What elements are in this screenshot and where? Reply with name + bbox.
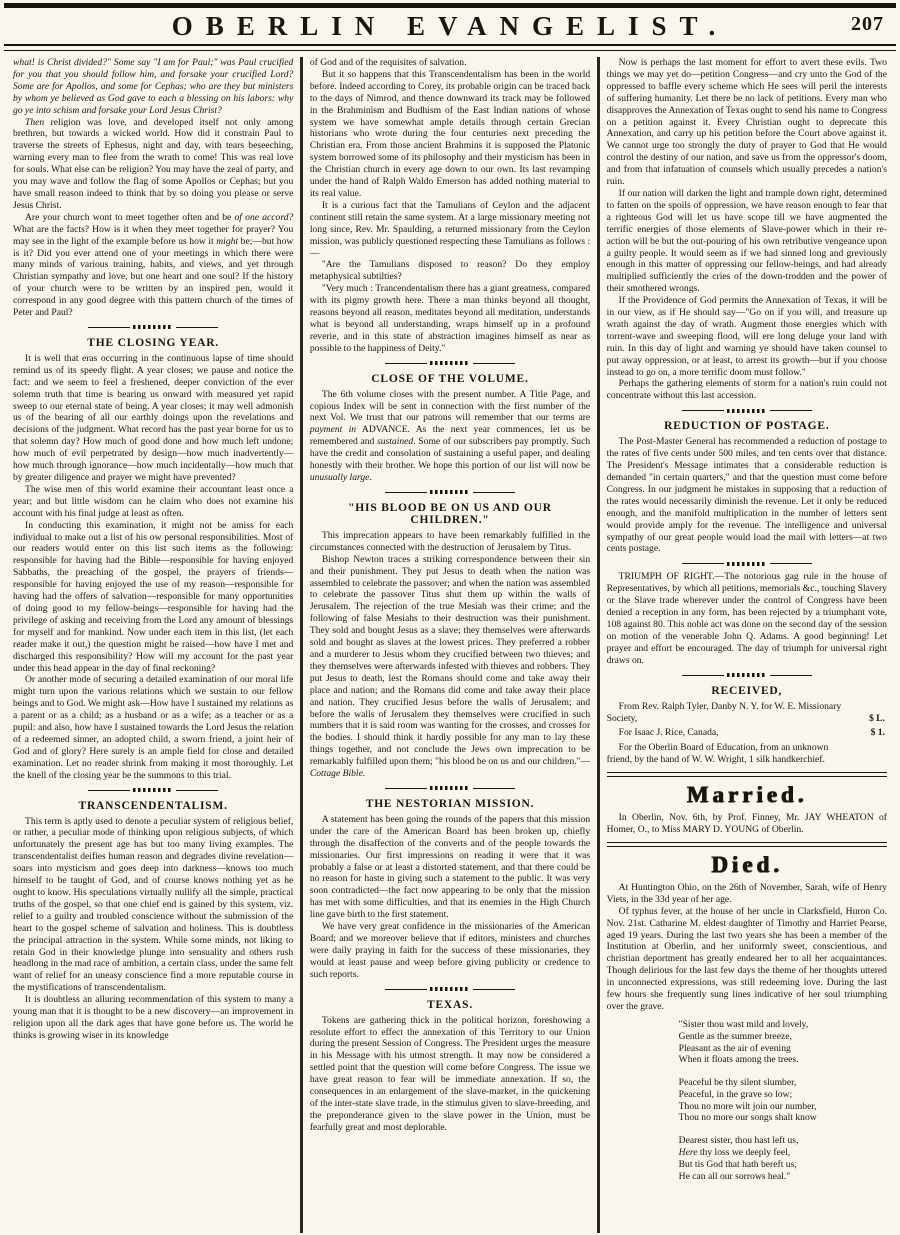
article-heading: "HIS BLOOD BE ON US AND OUR CHILDREN." — [348, 501, 552, 526]
article-paragraph: Now is perhaps the last moment for effort to avert these evils. Two things we may yet do—petition Congress—and cry unto the God of the oppressed to baffle every scheme which He sees will peril the interests of suffering humanity. Let there be no lack of petitions. Every man who disapproves the Annexation of Texas ought to send his name to Congress on a petition against it. Every Christian ought to deprecate this Annexation, and carry up his petition before the Court above against it. We cannot urge too strongly the duty of prayer to God that He would control the destiny of our nation, and save us from the oppressor's doom, and from that infatuation of counsels which usually precedes a nation's ruin. — [606, 57, 887, 188]
article-paragraph: Or another mode of securing a detailed examination of our moral life might turn upon the various relations which we sustain to our fellow beings and to God. We might ask—How have I sustained my relations as a parent or as a child; as a husband or as a wife; as a teacher or as a pupil: and also, how have I sustained towards the Lord Jesus the relation of a redeemed sinner, an adopted child, a sworn friend, a joint heir of God and of glory? Here surely is an ample field for close and detailed examination. Let no reader shrink from making it most thoroughly. Let the knell of the closing year be the summons to this trial. — [13, 674, 294, 781]
article-paragraph: But it so happens that this Transcendentalism has been in the world before. Indeed according to Corey, its probable origin can be traced back to the days of Nimrod, and thence downward its track may be followed in the Brahminism and Budhism of the East Indian nations of whose system we have somewhat ample details through certain Grecian historians who wrote during the four centuries next preceding the Christian era. From those ancient Brahmins it is supposed the Platonic system borrowed some of its philosophy and their mysticism has been in the Christian church in every age down to our own. Its last revamping under the hand of Ralph Waldo Emerson has added nothing material to its real value. — [309, 68, 591, 199]
received-amount: $ 1. — [870, 727, 885, 739]
article-paragraph: Bishop Newton traces a striking correspondence between their sin and their punishment. They put Jesus to death when the nation was assembled to celebrate the passover; and when the nation was assembled to celebrate the passover Titus shut them up within the walls of Jerusalem. The rejection of the true Mesiah was their crime; and the following of false Mesiahs to their destruction was their punishment. They sold and bought Jesus as a slave; they themselves were afterwards sold and bought as slaves at the lowest prices. They preferred a robber and a murderer to Jesus whom they crucified between two thieves; and they themselves were afterwards infested with thieves and robbers. They put Jesus to death, lest the Romans should come and take away their place and nation; and the Romans did come and take away their place and nation. They crucified Jesus before the walls of Jerusalem; and before the walls of Jerusalem they themselves were crucified in such numbers that it is said room was wanting for the crosses, and crosses for the bodies. I should think it hardly possible for any man to lay these things together, and not conclude the Jews own imprecation to be remarkably fulfilled upon them; "his blood be on us and our children."—Cottage Bible. — [309, 553, 591, 780]
article-heading: CLOSE OF THE VOLUME. — [371, 372, 529, 385]
ornate-heading: Died. — [710, 851, 783, 877]
newspaper-column — [600, 57, 894, 1233]
divider-wave-icon — [727, 562, 767, 566]
article-heading: TRANSCENDENTALISM. — [78, 799, 228, 812]
divider-wave-icon — [133, 325, 173, 329]
section-rule — [607, 842, 887, 847]
divider-wave-icon — [430, 987, 470, 991]
article-paragraph: If our nation will darken the light and trample down right, determined to fatten on the spoils of oppression, we have reason enough to fear that a righteous God will let us have scope till we have augmented the terrific energies of those elements of Slave-power which in their re-action will be but the out-pouring of his own retributive vengeance upon a guilty people. It would seem as if we had sinned long and greviously enough in this matter of oppressing our fellow-beings, and had already multiplied sufficiently the cries of the down-trodden and the power of their smothered wrongs. — [606, 187, 887, 295]
poem-line: Thou no more our songs shalt know — [678, 1112, 817, 1124]
section-divider — [682, 673, 812, 678]
poem-line: He can all our sorrows heal." — [678, 1170, 791, 1182]
article-paragraph: "Are the Tamulians disposed to reason? Do they employ metaphysical subtilties? — [309, 259, 591, 283]
article-paragraph: This term is aptly used to denote a peculiar system of religious belief, or rather, a peculiar mode of thinking upon religious subjects, of which unfortunately the present age has but too many living examples. The transcendentalist deifies human reason and degrades divine revelation—soars into mysticism and goes deep into darkness—knows too much himself to be taught of God, and of course knows nothing yet as he ought to know. His speculations virtually nullify all the simple, practical truths of the gospel, so that one chief end is gained by this system, viz. relief to a guilty and troubled conscience without the submission of the heart to the gospel scheme of salvation and holiness. This is doubtless the principal attraction in the system. While some minds, not liking to retain God in their knowledge plunge into sensuality and others rush headlong in the mad race of ambition, a certain class, under the same felt want of relief for an uneasy conscience find a more reputable course in the mystifications of transcendentalism. — [13, 815, 294, 994]
newspaper-column — [6, 57, 300, 1233]
divider-wave-icon — [727, 673, 767, 677]
poem-line: Here thy loss we deeply feel, — [678, 1147, 791, 1159]
poem-line: Peaceful, in the grave so low; — [678, 1088, 793, 1100]
article-paragraph: It is doubtless an alluring recommendation of this system to many a young man that it is thought to be a new discovery—an improvement in religion upon all the dark ages that have gone before us. The world he thinks is growing wiser in its knowledge — [13, 994, 294, 1041]
masthead-rule — [4, 44, 896, 51]
article-paragraph: "Very much : Trancendentalism there has a giant greatness, compared with its pigmy growth here. There a man thinks beyond all thought, reasons beyond all reason, meditates beyond all meditation, understands what is beyond all understanding, wraps himself up in a profound reverie, and in this state of abstraction imagines himself as near as possible to the happiness of Deity." — [309, 283, 591, 354]
article-paragraph: This imprecation appears to have been remarkably fulfilled in the circumstances connected with the destruction of Jerusalem by Titus. — [309, 529, 591, 553]
article-paragraph: At Huntington Ohio, on the 26th of November, Sarah, wife of Henry Viets, in the 33d year of her age. — [606, 881, 887, 905]
section-divider — [88, 325, 218, 330]
article-paragraph: of God and of the requisites of salvation. — [309, 57, 467, 68]
columns — [0, 53, 900, 1233]
poem-stanza — [679, 1135, 887, 1182]
article-paragraph: The 6th volume closes with the present number. A Title Page, and copious Index will be sent in connection with the first number of the next Vol. We trust that our patrons will remember that our terms are payment in ADVANCE. As the next year commences, let us be remembered and sustained. Some of our subscribers pay promptly. Such have the credit and consolation of sustaining a useful paper, and dealing honestly with their brother. We hope this portion of our list will now be unusually large. — [309, 388, 591, 483]
poem-line: Thou no more wilt join our number, — [678, 1100, 817, 1112]
divider-wave-icon — [430, 490, 470, 494]
article-paragraph: A statement has been going the rounds of the papers that this mission under the care of the American Board has been broken up, chiefly through the disaffection of the converts and of the people towards the missionaries. Our first impressions on reading it were that it was probably a false or at least a distorted statement, and that there could be no reason for haste in giving such a statement to the public. It was very soon contradicted—the fact now appearing to be only that the mission has met with some difficulties, and that its enemies in the High Church line gave birth to the first statement. — [309, 813, 591, 921]
article-paragraph: Are your church wont to meet together often and be of one accord? What are the facts? How is it when they meet together for prayer? You may see in the light of the example before us how it might be;—but how is it? Did you ever attend one of your meetings in which there were many minds of various training, habits, and views, and yet through Christian sympathy and love, but one heart and one soul? If the history of your church were to be written by an inspired pen, would it correspond in any good degree with this pattern church of the times of Peter and Paul? — [13, 211, 294, 319]
article-paragraph: Of typhus fever, at the house of her uncle in Clarksfield, Huron Co. Nov. 21st. Catharine M. eldest daughter of Timothy and Harriet Pearse, aged 19 years. During the last two years she has been a member of the Institution at Oberlin, and her uniformly sweet, conscientious, and christian deportment has greatly endeared her to all her acquaintances. Though delirious for the last few days the theme of her thoughts uttered in unconnected expressions, was still redeeming love. During the last few hours she frequently sung lines indicative of her soul triumphing over the grave. — [606, 905, 887, 1012]
divider-wave-icon — [430, 786, 470, 790]
newspaper-column — [303, 57, 597, 1233]
article-paragraph: In Oberlin, Nov. 6th, by Prof. Finney, Mr. JAY WHEATON of Homer, O., to Miss MARY D. YOUNG of Oberlin. — [606, 812, 887, 836]
article-paragraph: The wise men of this world examine their accountant least once a year; and but little wisdom can he claim who does not examine his account with his final judge at least as often. — [13, 483, 294, 519]
poem-line: Dearest sister, thou hast left us, — [678, 1135, 799, 1147]
poem-line: Pleasant as the air of evening — [678, 1042, 791, 1054]
section-divider — [385, 786, 515, 791]
received-list — [607, 701, 887, 767]
section-rule — [607, 772, 887, 777]
article-paragraph: what! is Christ divided?" Some say "I am for Paul;" was Paul crucified for you that you should follow him, and forsake your crucified Lord? Some are for Apollos, and some for Cephas; who are they but ministers by whom ye believed as God gave to each a blessing on his labors: why go ye into schism and forsake your Lord Jesus Christ? — [13, 57, 294, 116]
received-amount: $ L. — [868, 712, 885, 724]
page-number: 207 — [851, 13, 884, 35]
article-paragraph: In conducting this examination, it might not be amiss for each individual to make out a list of his ow personal responsibilities. Most of our readers would enter on this list such items as the following: responsible for having had the Bible—responsible for having enjoyed Sabbaths, the preaching of the gospel, the prayers of friends—responsible for having enjoyed the use of my reason—responsible for having had the offers of salvation—responsible for many opportunities of doing good to my fellow-beings—responsible for having had the privilege of asking and receiving from the Lord any amount of blessings for myself and for mankind. Now under each item in this list, (let each reader make it out,) the question might be raised—how have I met and discharged this responsibility? How will my account for the past year under this head appear in the day of final reckoning? — [13, 519, 294, 674]
poem-line: But tis God that hath bereft us, — [678, 1158, 797, 1170]
poem-line: Peaceful be thy silent slumber, — [678, 1077, 797, 1089]
article-paragraph: The Post-Master General has recommended a reduction of postage to the rates of five cents under 500 miles, and ten cents over that distance. The President's Message intimates that a considerable reduction is demanded "in certain quarters," and that the question must come before Congress. In our judgment he mistakes in supposing that a reduction of the rates would necessarily diminish the revenue. Let it only be reduced enough, and the manifold multiplication in the number of letters sent would provide amply for the revenue. The intelligence and universal sympathy of our great people would load the mail with letters—at two cents postage. — [606, 436, 887, 555]
section-divider — [682, 561, 812, 566]
article-paragraph: It is well that eras occurring in the continuous lapse of time should remind us of its speedy flight. A year closes; we pause and notice the fact: and we seem to feel a freshened, deeper conviction of the ever solemn truth that time is bearing us onward with measured yet rapid sweep to our eternal state of being. A year closes; it may well admonish us of the bearing of all our earthly doings upon the revelations and decisions of the judgment. What record has the past year borne for us to that solemn day? How much of good done and how much left undone; how much of evil perpetrated by design—how much inadvertently—how much through ignorance—how much incidentally—how much that by greater diligence and prayer we might have prevented? — [13, 352, 294, 483]
article-paragraph: Tokens are gathering thick in the political horizon, foreshowing a resolute effort to effect the annexation of this Territory to our Union during the present Session of Congress. The President urges the measure in his Message with his utmost strength. It may now be considered a settled point that the question will come before Congress. The issue we have great reason to fear will be immediate annexation. If so, the consequences in an enlargement of the slave-market, in the quickening of the inter-state slave trade, in the stimulus given to slave-breeding, and the preponderance given to the slave power in the Union, must be fearfully great and most deplorable. — [309, 1014, 591, 1133]
article-paragraph: Perhaps the gathering elements of storm for a nation's ruin could not concentrate without this last accession. — [606, 378, 887, 402]
received-item: For Isaac J. Rice, Canada, $ 1. — [618, 727, 885, 739]
section-divider — [385, 987, 515, 992]
divider-wave-icon — [133, 788, 173, 792]
article-heading: TEXAS. — [426, 998, 473, 1011]
poem-stanza — [679, 1019, 887, 1066]
article-paragraph: Then religion was love, and developed itself not only among brethren, but towards a wicked world. How did it constrain Paul to traverse the streets of Ephesus, night and day, with tears beseeching, warning every man to flee from the wrath to come! This was real love for souls. What else can be religion? You may have the zeal of party, and you may wave and follow the flag of some Apollos or Cephas; but you have small reason indeed to think that by so doing you please or serve Jesus Christ. — [13, 116, 294, 211]
masthead-title: OBERLIN EVANGELIST. — [171, 10, 729, 41]
poem-line: Gentle as the summer breeze, — [678, 1030, 792, 1042]
section-divider — [88, 788, 218, 793]
article-paragraph: We have very great confidence in the missionaries of the American Board; and we moreover believe that if editors, ministers and churches were daily praying in faith for the success of these missionaries, they would at least pause and weep before giving publicity or credence to such reports. — [309, 921, 591, 980]
article-paragraph: It is a curious fact that the Tamulians of Ceylon and the adjacent continent still retain the same system. At a large missionary meeting not long since, Rev. Mr. Spaulding, a returned missionary from the Ceylon mission, was publicly questioned respecting these Tamulians as follows :— — [309, 199, 591, 259]
article-paragraph: If the Providence of God permits the Annexation of Texas, it will be in our view, as if He should say—"Go on if you will, and treasure up wrath against the day of wrath. Augment those energies which with torrent-wave and sweeping flood, will ere long deluge your land with ruin. In this day of light and warning ye should have taken counsel to put away oppression, or at least, to arrest its growth—but if you choose instead to go on, a more terrific doom must follow." — [606, 295, 887, 378]
masthead — [0, 8, 900, 44]
article-heading: RECEIVED, — [711, 684, 783, 697]
poem-line: "Sister thou wast mild and lovely, — [678, 1018, 809, 1030]
divider-wave-icon — [430, 361, 470, 365]
poem-stanza — [679, 1077, 887, 1124]
received-item: From Rev. Ralph Tyler, Danby N. Y. for W. E. Missionary Society, $ L. — [606, 700, 885, 724]
section-divider — [385, 490, 515, 495]
article-heading: REDUCTION OF POSTAGE. — [664, 420, 830, 433]
received-item: For the Oberlin Board of Education, from an unknown friend, by the hand of W. W. Wright, 1 silk handkerchief. — [606, 742, 829, 766]
article-heading: THE CLOSING YEAR. — [87, 336, 220, 349]
obituary-poem — [679, 1019, 887, 1183]
article-heading: THE NESTORIAN MISSION. — [365, 797, 535, 810]
section-divider — [385, 361, 515, 366]
article-paragraph: TRIUMPH OF RIGHT.—The notorious gag rule in the house of Representatives, by which all petitions, memorials &c., touching Slavery or the Slave trade wherever under the control of Congress have been denied a reception in any form, has been rejected by a triumphant vote, 108 against 80. This noble act was done on the second day of the session on motion of the venerable John Q. Adams. A good beginning! Let prayer and effort be encouraged. The day of triumph for universal right draws on. — [606, 571, 887, 666]
section-divider — [682, 408, 812, 413]
poem-line: When it floats among the trees. — [678, 1054, 799, 1066]
divider-wave-icon — [727, 409, 767, 413]
ornate-heading: Married. — [686, 782, 808, 808]
